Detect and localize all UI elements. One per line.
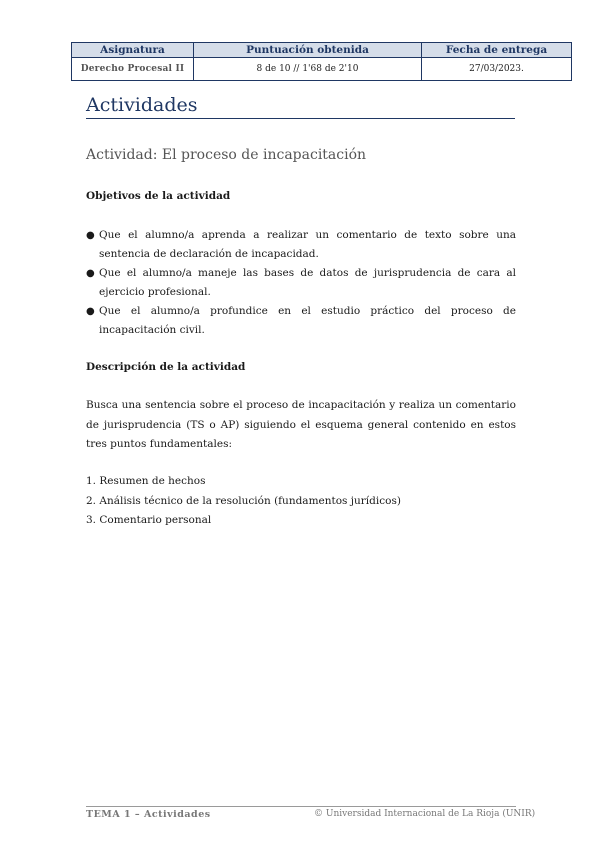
- header-col-date: Fecha de entrega: [422, 43, 572, 58]
- objectives-list: [86, 226, 516, 340]
- header-col-subject: Asignatura: [72, 43, 194, 58]
- subject-value: Derecho Procesal II: [72, 58, 194, 81]
- objective-text: Que el alumno/a maneje las bases de datos de jurisprudencia de cara al ejercicio profesional.: [99, 267, 516, 298]
- bullet-icon: ●: [86, 268, 95, 279]
- bullet-icon: ●: [86, 230, 95, 241]
- objectives-heading: Objetivos de la actividad: [86, 190, 231, 202]
- list-item: 1. Resumen de hechos: [86, 475, 206, 487]
- header-col-score: Puntuación obtenida: [194, 43, 422, 58]
- score-value: 8 de 10 // 1'68 de 2'10: [194, 58, 422, 81]
- footer-copyright: © Universidad Internacional de La Rioja (UNIR): [314, 809, 536, 819]
- date-value: 27/03/2023.: [422, 58, 572, 81]
- description-heading: Descripción de la actividad: [86, 361, 246, 373]
- objective-text: Que el alumno/a profundice en el estudio práctico del proceso de incapacitación civil.: [99, 305, 516, 336]
- footer-topic: TEMA 1 – Actividades: [86, 809, 211, 820]
- activity-subtitle: Actividad: El proceso de incapacitación: [86, 147, 367, 163]
- page-title: Actividades: [86, 94, 515, 119]
- steps-list: [86, 472, 401, 531]
- footer-divider: [86, 806, 516, 807]
- header-row: [72, 43, 572, 58]
- list-item: [86, 226, 516, 264]
- bullet-icon: ●: [86, 306, 95, 317]
- list-item: [86, 264, 516, 302]
- list-item: 2. Análisis técnico de la resolución (fundamentos jurídicos): [86, 494, 401, 507]
- description-paragraph: Busca una sentencia sobre el proceso de incapacitación y realiza un comentario de jurisprudencia (TS o AP) siguiendo el esquema general contenido en estos tres puntos fundamentales:: [86, 399, 516, 450]
- header-values-row: [72, 58, 572, 81]
- objective-text: Que el alumno/a aprenda a realizar un comentario de texto sobre una sentencia de declaración de incapacidad.: [99, 229, 516, 260]
- list-item: [86, 302, 516, 340]
- list-item: 3. Comentario personal: [86, 514, 212, 526]
- header-table: [71, 42, 572, 81]
